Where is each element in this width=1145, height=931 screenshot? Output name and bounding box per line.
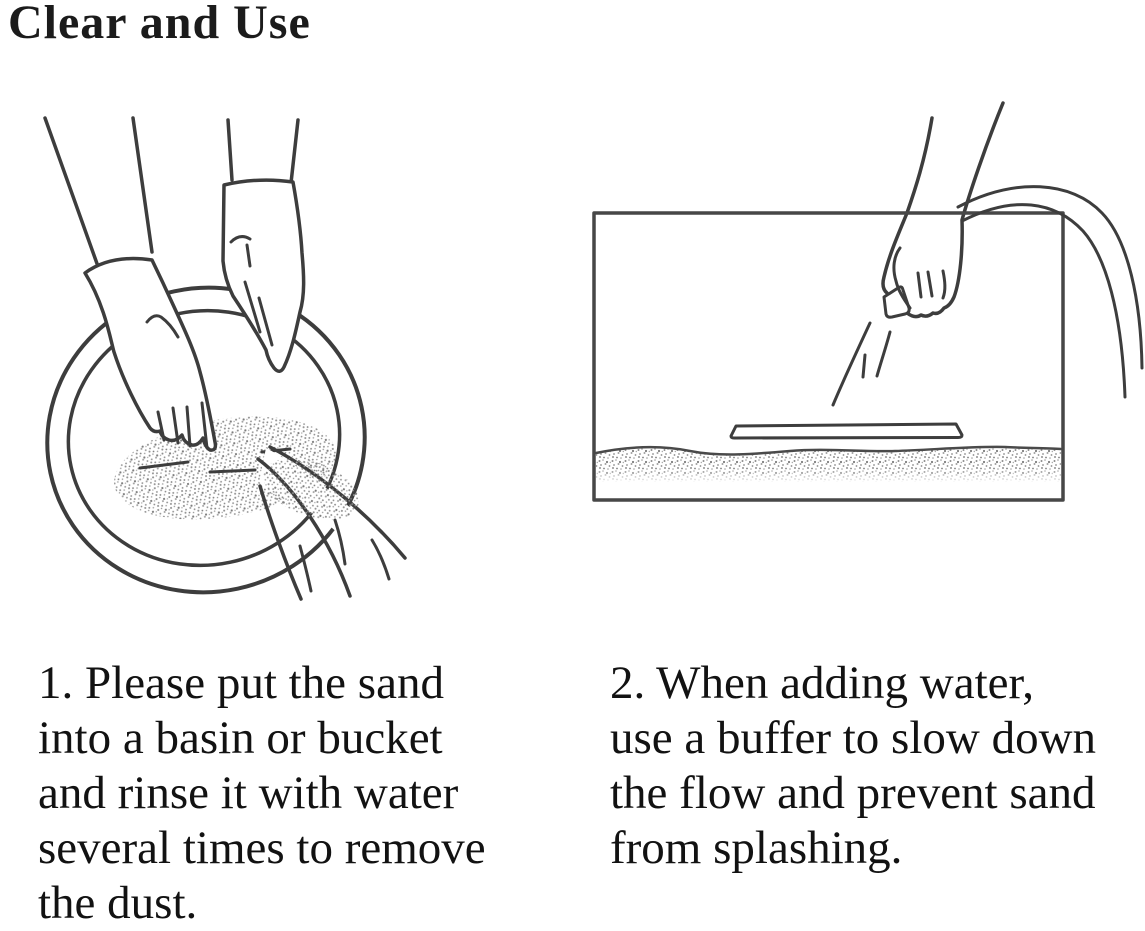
step1-line: and rinse it with water xyxy=(38,767,459,819)
step2-figure xyxy=(585,85,1145,515)
basin-washing-illustration xyxy=(8,90,468,655)
step2-caption xyxy=(610,656,1135,876)
step2-line: the flow and prevent sand xyxy=(610,767,1096,819)
page-title: Clear and Use xyxy=(8,0,311,49)
step1-line: into a basin or bucket xyxy=(38,712,443,764)
buffer-plate xyxy=(731,424,962,438)
step1-figure xyxy=(8,90,468,655)
step1-line: the dust. xyxy=(38,877,198,929)
step2-line: use a buffer to slow down xyxy=(610,712,1097,764)
step2-line: from splashing. xyxy=(610,822,903,874)
step1-caption xyxy=(38,656,563,931)
left-arm-lines xyxy=(45,118,152,272)
right-arm-lines xyxy=(228,120,298,183)
step1-line: several times to remove xyxy=(38,822,486,874)
hose xyxy=(958,187,1142,397)
tank-filling-illustration xyxy=(585,85,1145,515)
step1-line: 1. Please put the sand xyxy=(38,657,444,709)
step2-line: 2. When adding water, xyxy=(610,657,1035,709)
water-spray-dashes xyxy=(833,323,890,405)
sand-layer xyxy=(596,447,1061,484)
